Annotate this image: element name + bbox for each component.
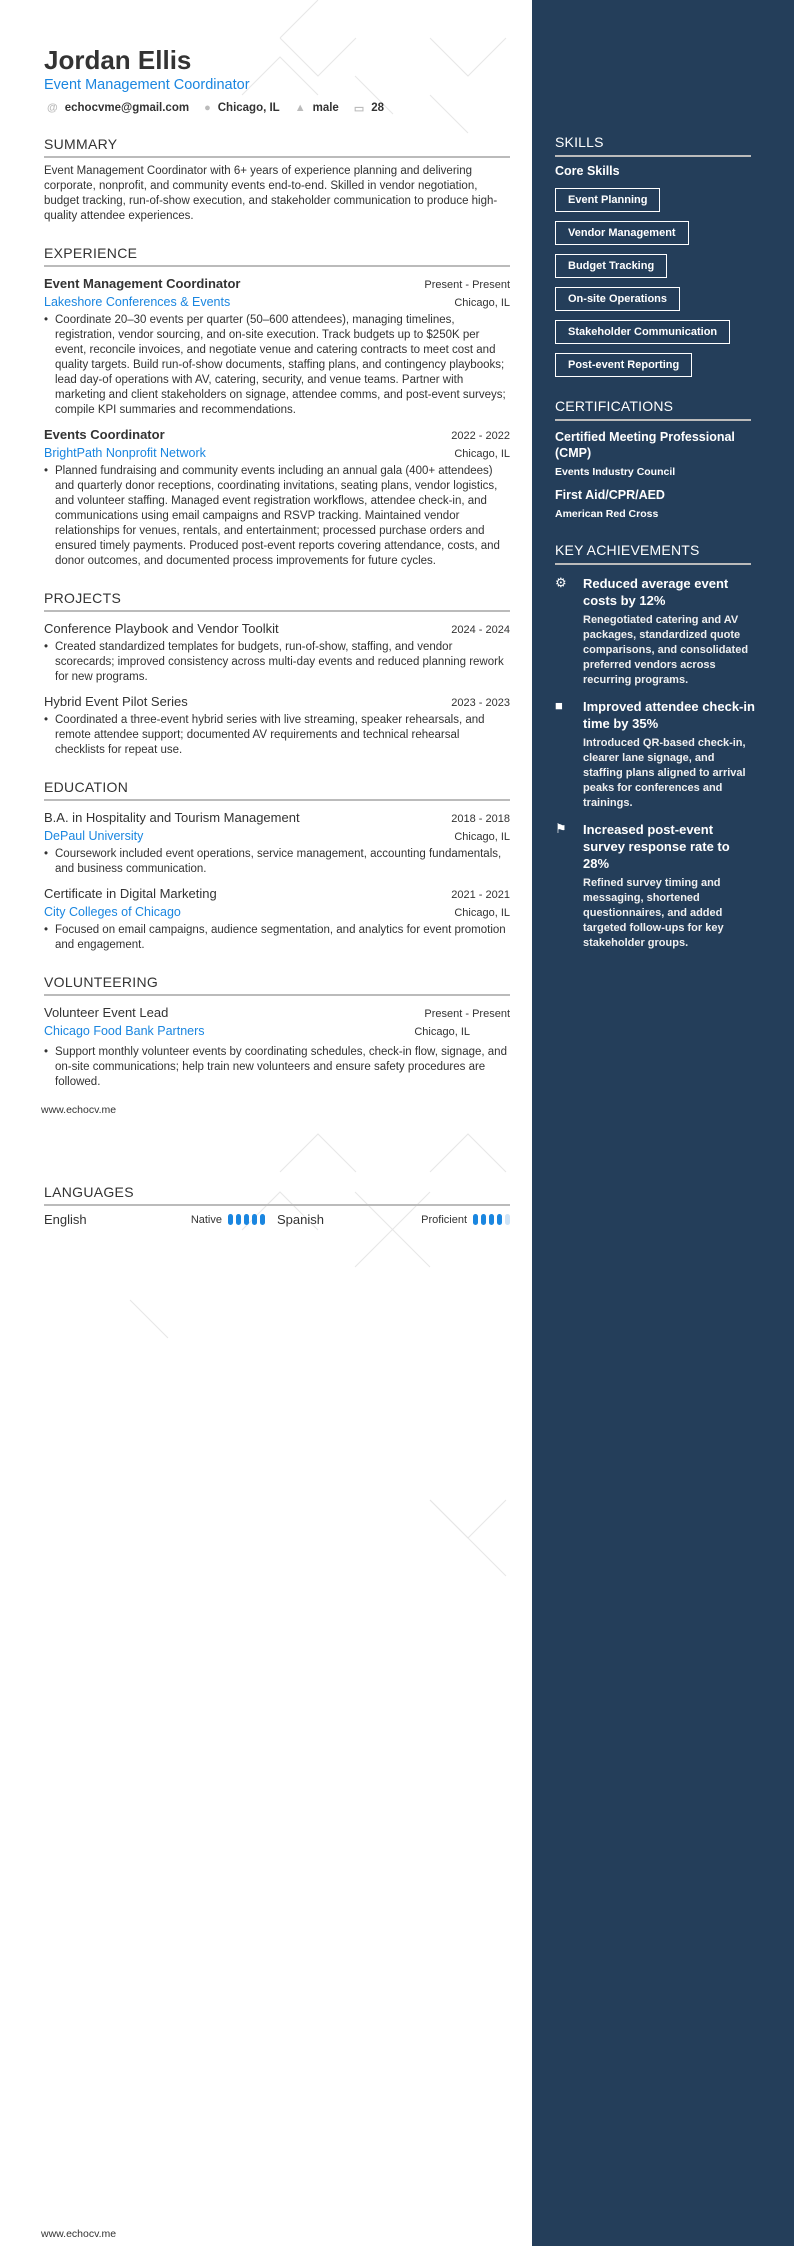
- project-entry: [44, 620, 510, 685]
- skill-tags: [555, 179, 756, 377]
- entry-org: DePaul University: [44, 829, 144, 843]
- skill-tag: Stakeholder Communication: [555, 320, 730, 344]
- language-item: [44, 1212, 277, 1227]
- achievement-title: Increased post-event survey response rate to 28%: [583, 822, 730, 871]
- cert-name: Certified Meeting Professional (CMP): [555, 430, 735, 460]
- entry-location: Chicago, IL: [454, 448, 510, 460]
- gender: male: [312, 102, 339, 114]
- skill-tag: Vendor Management: [555, 221, 689, 245]
- section-heading: KEY ACHIEVEMENTS: [555, 541, 751, 565]
- entry-org: Chicago Food Bank Partners: [44, 1024, 205, 1038]
- footer-url[interactable]: www.echocv.me: [41, 1104, 117, 1116]
- entry-bullet: • Support monthly volunteer events by coordinating schedules, check-in flow, signage, and on-site communications; help train new volunteers and ensure safety procedures are followed.: [44, 1045, 510, 1090]
- entry-location: Chicago, IL: [454, 297, 510, 309]
- skill-tag: Budget Tracking: [555, 254, 667, 278]
- entry-bullet: • Focused on email campaigns, audience segmentation, and analytics for event promotion and engagement.: [44, 923, 510, 953]
- education-section: [44, 778, 510, 953]
- rating-dot: [228, 1214, 233, 1225]
- section-heading: LANGUAGES: [44, 1183, 510, 1206]
- achievement-item: [555, 575, 756, 688]
- achievement-text: Refined survey timing and messaging, shortened questionnaires, and added targeted follow-ups for key stakeholder groups.: [583, 877, 724, 949]
- candidate-name: Jordan Ellis: [44, 45, 192, 75]
- section-heading: CERTIFICATIONS: [555, 397, 751, 421]
- achievement-text: Renegotiated catering and AV packages, standardized quote comparisons, and consolidated preferred vendors across recurring programs.: [583, 614, 749, 686]
- achievement-title: Reduced average event costs by 12%: [583, 576, 729, 608]
- volunteering-section: [44, 973, 510, 1090]
- location-icon: ●: [204, 102, 211, 114]
- person-icon: ▲: [294, 102, 306, 114]
- footer-url[interactable]: www.echocv.me: [41, 2228, 117, 2240]
- achievement-item: [555, 821, 756, 951]
- rating-dot: [260, 1214, 265, 1225]
- entry-title: Event Management Coordinator: [44, 276, 241, 291]
- rating-dot: [497, 1214, 502, 1225]
- languages-section: [44, 1183, 510, 1227]
- rating-dot: [236, 1214, 241, 1225]
- entry-dates: 2018 - 2018: [451, 813, 510, 825]
- language-item: [277, 1212, 510, 1227]
- skill-tag: Event Planning: [555, 188, 660, 212]
- speech-bubble-icon: ■: [555, 698, 563, 713]
- language-rating: [228, 1214, 265, 1225]
- entry-dates: 2024 - 2024: [451, 624, 510, 636]
- cert-issuer: Events Industry Council: [555, 466, 676, 478]
- rating-dot: [505, 1214, 510, 1225]
- entry-org: BrightPath Nonprofit Network: [44, 446, 206, 460]
- rating-dot: [244, 1214, 249, 1225]
- entry-org: Lakeshore Conferences & Events: [44, 295, 231, 309]
- candidate-title: Event Management Coordinator: [44, 77, 250, 93]
- gear-icon: ⚙: [555, 575, 567, 590]
- experience-entry: [44, 426, 510, 569]
- skill-group-title: Core Skills: [555, 164, 620, 178]
- entry-location: Chicago, IL: [454, 831, 510, 843]
- section-heading: VOLUNTEERING: [44, 973, 510, 996]
- rating-dot: [252, 1214, 257, 1225]
- language-level: Proficient: [421, 1213, 467, 1226]
- entry-title: Conference Playbook and Vendor Toolkit: [44, 621, 279, 636]
- language-rating: [473, 1214, 510, 1225]
- entry-dates: 2021 - 2021: [451, 889, 510, 901]
- entry-org: City Colleges of Chicago: [44, 905, 181, 919]
- section-heading: PROJECTS: [44, 589, 510, 612]
- main-column: [44, 44, 510, 1090]
- section-heading: SKILLS: [555, 133, 751, 157]
- calendar-icon: ▭: [353, 102, 365, 115]
- entry-dates: Present - Present: [424, 279, 510, 291]
- section-heading: SUMMARY: [44, 135, 510, 158]
- age: 28: [371, 102, 385, 114]
- language-name: Spanish: [277, 1212, 324, 1227]
- section-heading: EXPERIENCE: [44, 244, 510, 267]
- experience-entry: [44, 275, 510, 418]
- skill-tag: Post-event Reporting: [555, 353, 692, 377]
- education-entry: [44, 809, 510, 877]
- projects-section: [44, 589, 510, 758]
- entry-location: Chicago, IL: [454, 907, 510, 919]
- section-heading: EDUCATION: [44, 778, 510, 801]
- volunteering-entry: [44, 1004, 510, 1090]
- entry-bullet: • Coordinate 20–30 events per quarter (50–600 attendees), managing timelines, registration, vendor sourcing, and on-site execution. Track budgets up to $250K per event, reconcile invoices, and negotiate venue and catering contracts to meet cost and quality targets. Build run-of-show documents, staffing plans, and contingency playbooks; lead day-of operations with AV, catering, security, and venue teams. Partner with marketing and client stakeholders on signage, attendee comms, and post-event surveys; compile KPI summaries and recommendations.: [44, 313, 510, 418]
- entry-title: Hybrid Event Pilot Series: [44, 694, 188, 709]
- summary-section: [44, 135, 510, 224]
- language-name: English: [44, 1212, 87, 1227]
- education-entry: [44, 885, 510, 953]
- language-level: Native: [190, 1213, 222, 1226]
- project-entry: [44, 693, 510, 758]
- entry-bullet: • Planned fundraising and community events including an annual gala (400+ attendees) and quarterly donor receptions, coordinating invitations, seating plans, vendor logistics, and volunteer staffing. Managed event registration workflows, attendee check-in, and communications using email campaigns and RSVP tracking. Maintained vendor relationships for venues, rentals, and entertainment; processed purchase orders and ensured timely payments. Produced post-event reports covering attendance, costs, and donor outcomes, and documented process improvements for future cycles.: [44, 464, 510, 569]
- experience-section: [44, 244, 510, 569]
- entry-bullet: • Created standardized templates for budgets, run-of-show, staffing, and vendor scorecards; improved consistency across multi-day events and reduced planning rework for new programs.: [44, 640, 510, 685]
- rating-dot: [481, 1214, 486, 1225]
- achievement-item: [555, 698, 756, 811]
- entry-title: B.A. in Hospitality and Tourism Management: [44, 810, 300, 825]
- entry-bullet: • Coordinated a three-event hybrid series with live streaming, speaker rehearsals, and remote attendee support; documented AV requirements and technical rehearsal checklists for repeat use.: [44, 713, 510, 758]
- entry-title: Volunteer Event Lead: [44, 1005, 169, 1020]
- entry-title: Events Coordinator: [44, 427, 165, 442]
- entry-dates: 2022 - 2022: [451, 430, 510, 442]
- email[interactable]: echocvme@gmail.com: [64, 102, 190, 114]
- summary-text: Event Management Coordinator with 6+ years of experience planning and delivering corporate, nonprofit, and community events end-to-end. Skilled in vendor negotiation, budget tracking, run-of-show execution, and stakeholder communication to produce high-quality attendee experiences.: [44, 165, 498, 222]
- location: Chicago, IL: [217, 102, 280, 114]
- email-icon: @: [47, 102, 58, 114]
- entry-dates: Present - Present: [424, 1008, 510, 1020]
- entry-title: Certificate in Digital Marketing: [44, 886, 217, 901]
- achievement-title: Improved attendee check-in time by 35%: [583, 699, 755, 731]
- entry-bullet: • Coursework included event operations, service management, accounting fundamentals, and business communication.: [44, 847, 510, 877]
- entry-dates: 2023 - 2023: [451, 697, 510, 709]
- flag-icon: ⚑: [555, 821, 567, 836]
- rating-dot: [489, 1214, 494, 1225]
- rating-dot: [473, 1214, 478, 1225]
- skill-tag: On-site Operations: [555, 287, 680, 311]
- cert-name: First Aid/CPR/AED: [555, 488, 665, 502]
- cert-issuer: American Red Cross: [555, 508, 659, 520]
- entry-location: Chicago, IL: [414, 1026, 470, 1038]
- sidebar: [532, 0, 794, 2246]
- achievement-text: Introduced QR-based check-in, clearer lane signage, and staffing plans aligned to arrival peaks for conferences and trainings.: [583, 737, 746, 809]
- contact-info: [44, 99, 510, 117]
